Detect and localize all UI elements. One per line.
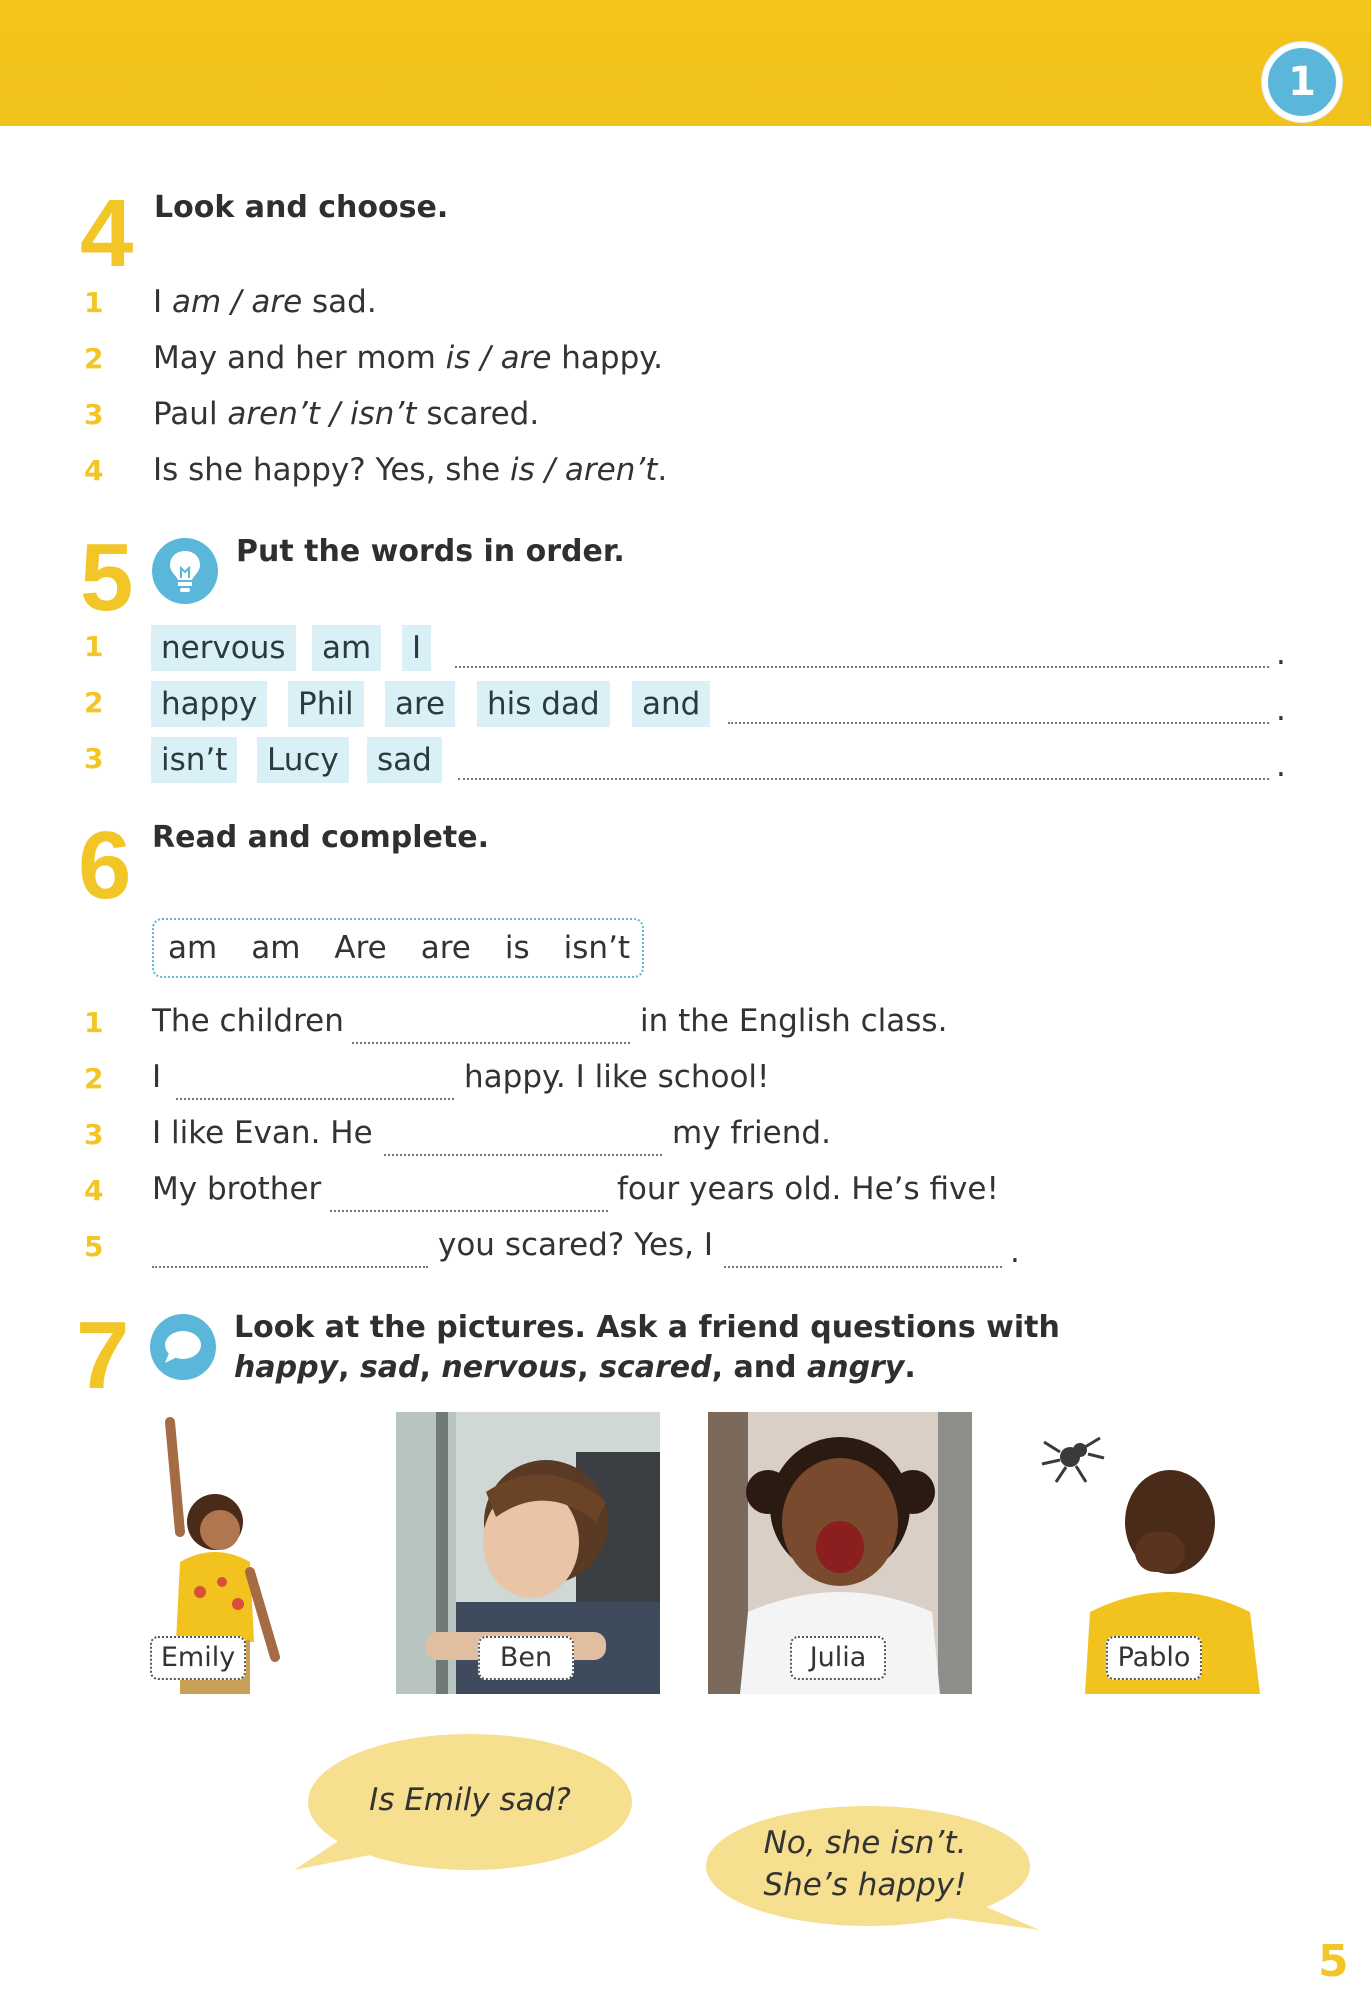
word-bank-item: isn’t: [563, 930, 631, 966]
item-number: 2: [84, 1062, 104, 1095]
word-tile[interactable]: Phil: [288, 681, 364, 727]
period: .: [1010, 1234, 1020, 1270]
choice-option[interactable]: is / aren’t: [510, 452, 658, 488]
sentence: May and her mom is / are happy.: [153, 340, 664, 376]
word-tile[interactable]: happy: [151, 681, 267, 727]
answer-line[interactable]: [455, 666, 1269, 668]
answer-line[interactable]: [176, 1098, 454, 1100]
item-number: 2: [84, 686, 104, 719]
answer-line[interactable]: [352, 1042, 630, 1044]
word-bank-item: am: [251, 930, 301, 966]
answer-line[interactable]: [330, 1210, 608, 1212]
word-tile[interactable]: are: [385, 681, 455, 727]
question-text: Is Emily sad?: [369, 1782, 571, 1818]
word-bank: [152, 918, 644, 978]
answer-line[interactable]: [724, 1266, 1002, 1268]
word-tile[interactable]: and: [632, 681, 710, 727]
period: .: [1276, 636, 1286, 672]
choice-option[interactable]: am / are: [172, 284, 303, 320]
answer-line[interactable]: [728, 722, 1269, 724]
word-bank-item: Are: [334, 930, 387, 966]
page-number: 5: [1318, 1936, 1349, 1987]
item-number: 1: [84, 630, 104, 663]
answer-line-2: She’s happy!: [763, 1867, 967, 1903]
item-number: 5: [84, 1230, 104, 1263]
title-line-2: happy, sad, nervous, scared, and angry.: [234, 1350, 916, 1385]
period: .: [1276, 748, 1286, 784]
sentence-end: you scared? Yes, I: [438, 1227, 714, 1263]
sentence-end: happy. I like school!: [464, 1059, 770, 1095]
sentence: Paul aren’t / isn’t scared.: [153, 396, 540, 432]
choice-option[interactable]: is / are: [445, 340, 552, 376]
word-tile[interactable]: Lucy: [257, 737, 349, 783]
word-tile[interactable]: am: [312, 625, 381, 671]
sentence-start: I: [152, 1059, 162, 1095]
sentence-start: I like Evan. He: [152, 1115, 373, 1151]
speech-bubble-icon: [150, 1314, 216, 1380]
sentence-end: my friend.: [672, 1115, 831, 1151]
lightbulb-icon: [152, 538, 218, 604]
word-bank-item: am: [168, 930, 218, 966]
exercise-4-title: Look and choose.: [154, 190, 449, 225]
word-tile[interactable]: isn’t: [151, 737, 237, 783]
sentence-start: The children: [152, 1003, 344, 1039]
answer-line[interactable]: [152, 1266, 428, 1268]
answer-line[interactable]: [458, 778, 1269, 780]
sentence-end: four years old. He’s five!: [617, 1171, 999, 1207]
answer-line-1: No, she isn’t.: [763, 1825, 967, 1861]
word-tile[interactable]: I: [402, 625, 431, 671]
exercise-6-title: Read and complete.: [152, 820, 489, 855]
word-bank-item: is: [504, 930, 530, 966]
item-number: 4: [84, 454, 104, 487]
item-number: 1: [84, 1006, 104, 1039]
exercise-5-title: Put the words in order.: [236, 534, 625, 569]
exercise-7-title: [234, 1308, 1060, 1388]
exercise-6-number: 6: [78, 812, 132, 919]
choice-option[interactable]: aren’t / isn’t: [227, 396, 417, 432]
header-bar: [0, 0, 1371, 126]
word-tile[interactable]: nervous: [151, 625, 296, 671]
item-number: 3: [84, 1118, 104, 1151]
name-tag: Ben: [478, 1636, 574, 1680]
name-tag: Pablo: [1106, 1636, 1202, 1680]
sentence-start: My brother: [152, 1171, 322, 1207]
title-line-1: Look at the pictures. Ask a friend questions with: [234, 1310, 1060, 1345]
name-tag: Emily: [150, 1636, 246, 1680]
item-number: 3: [84, 742, 104, 775]
item-number: 3: [84, 398, 104, 431]
word-tile[interactable]: his dad: [477, 681, 610, 727]
exercise-5-number: 5: [80, 524, 134, 631]
period: .: [1276, 692, 1286, 728]
item-number: 4: [84, 1174, 104, 1207]
name-tag: Julia: [790, 1636, 886, 1680]
sentence-end: in the English class.: [640, 1003, 948, 1039]
item-number: 2: [84, 342, 104, 375]
word-bank-item: are: [420, 930, 471, 966]
word-tile[interactable]: sad: [367, 737, 442, 783]
sentence: I am / are sad.: [153, 284, 377, 320]
exercise-4-number: 4: [80, 180, 134, 287]
sentence: Is she happy? Yes, she is / aren’t.: [153, 452, 668, 488]
exercise-7-number: 7: [76, 1302, 130, 1409]
answer-line[interactable]: [384, 1154, 662, 1156]
unit-badge: 1: [1262, 42, 1342, 122]
answer-text: [720, 1822, 1010, 1906]
item-number: 1: [84, 286, 104, 319]
